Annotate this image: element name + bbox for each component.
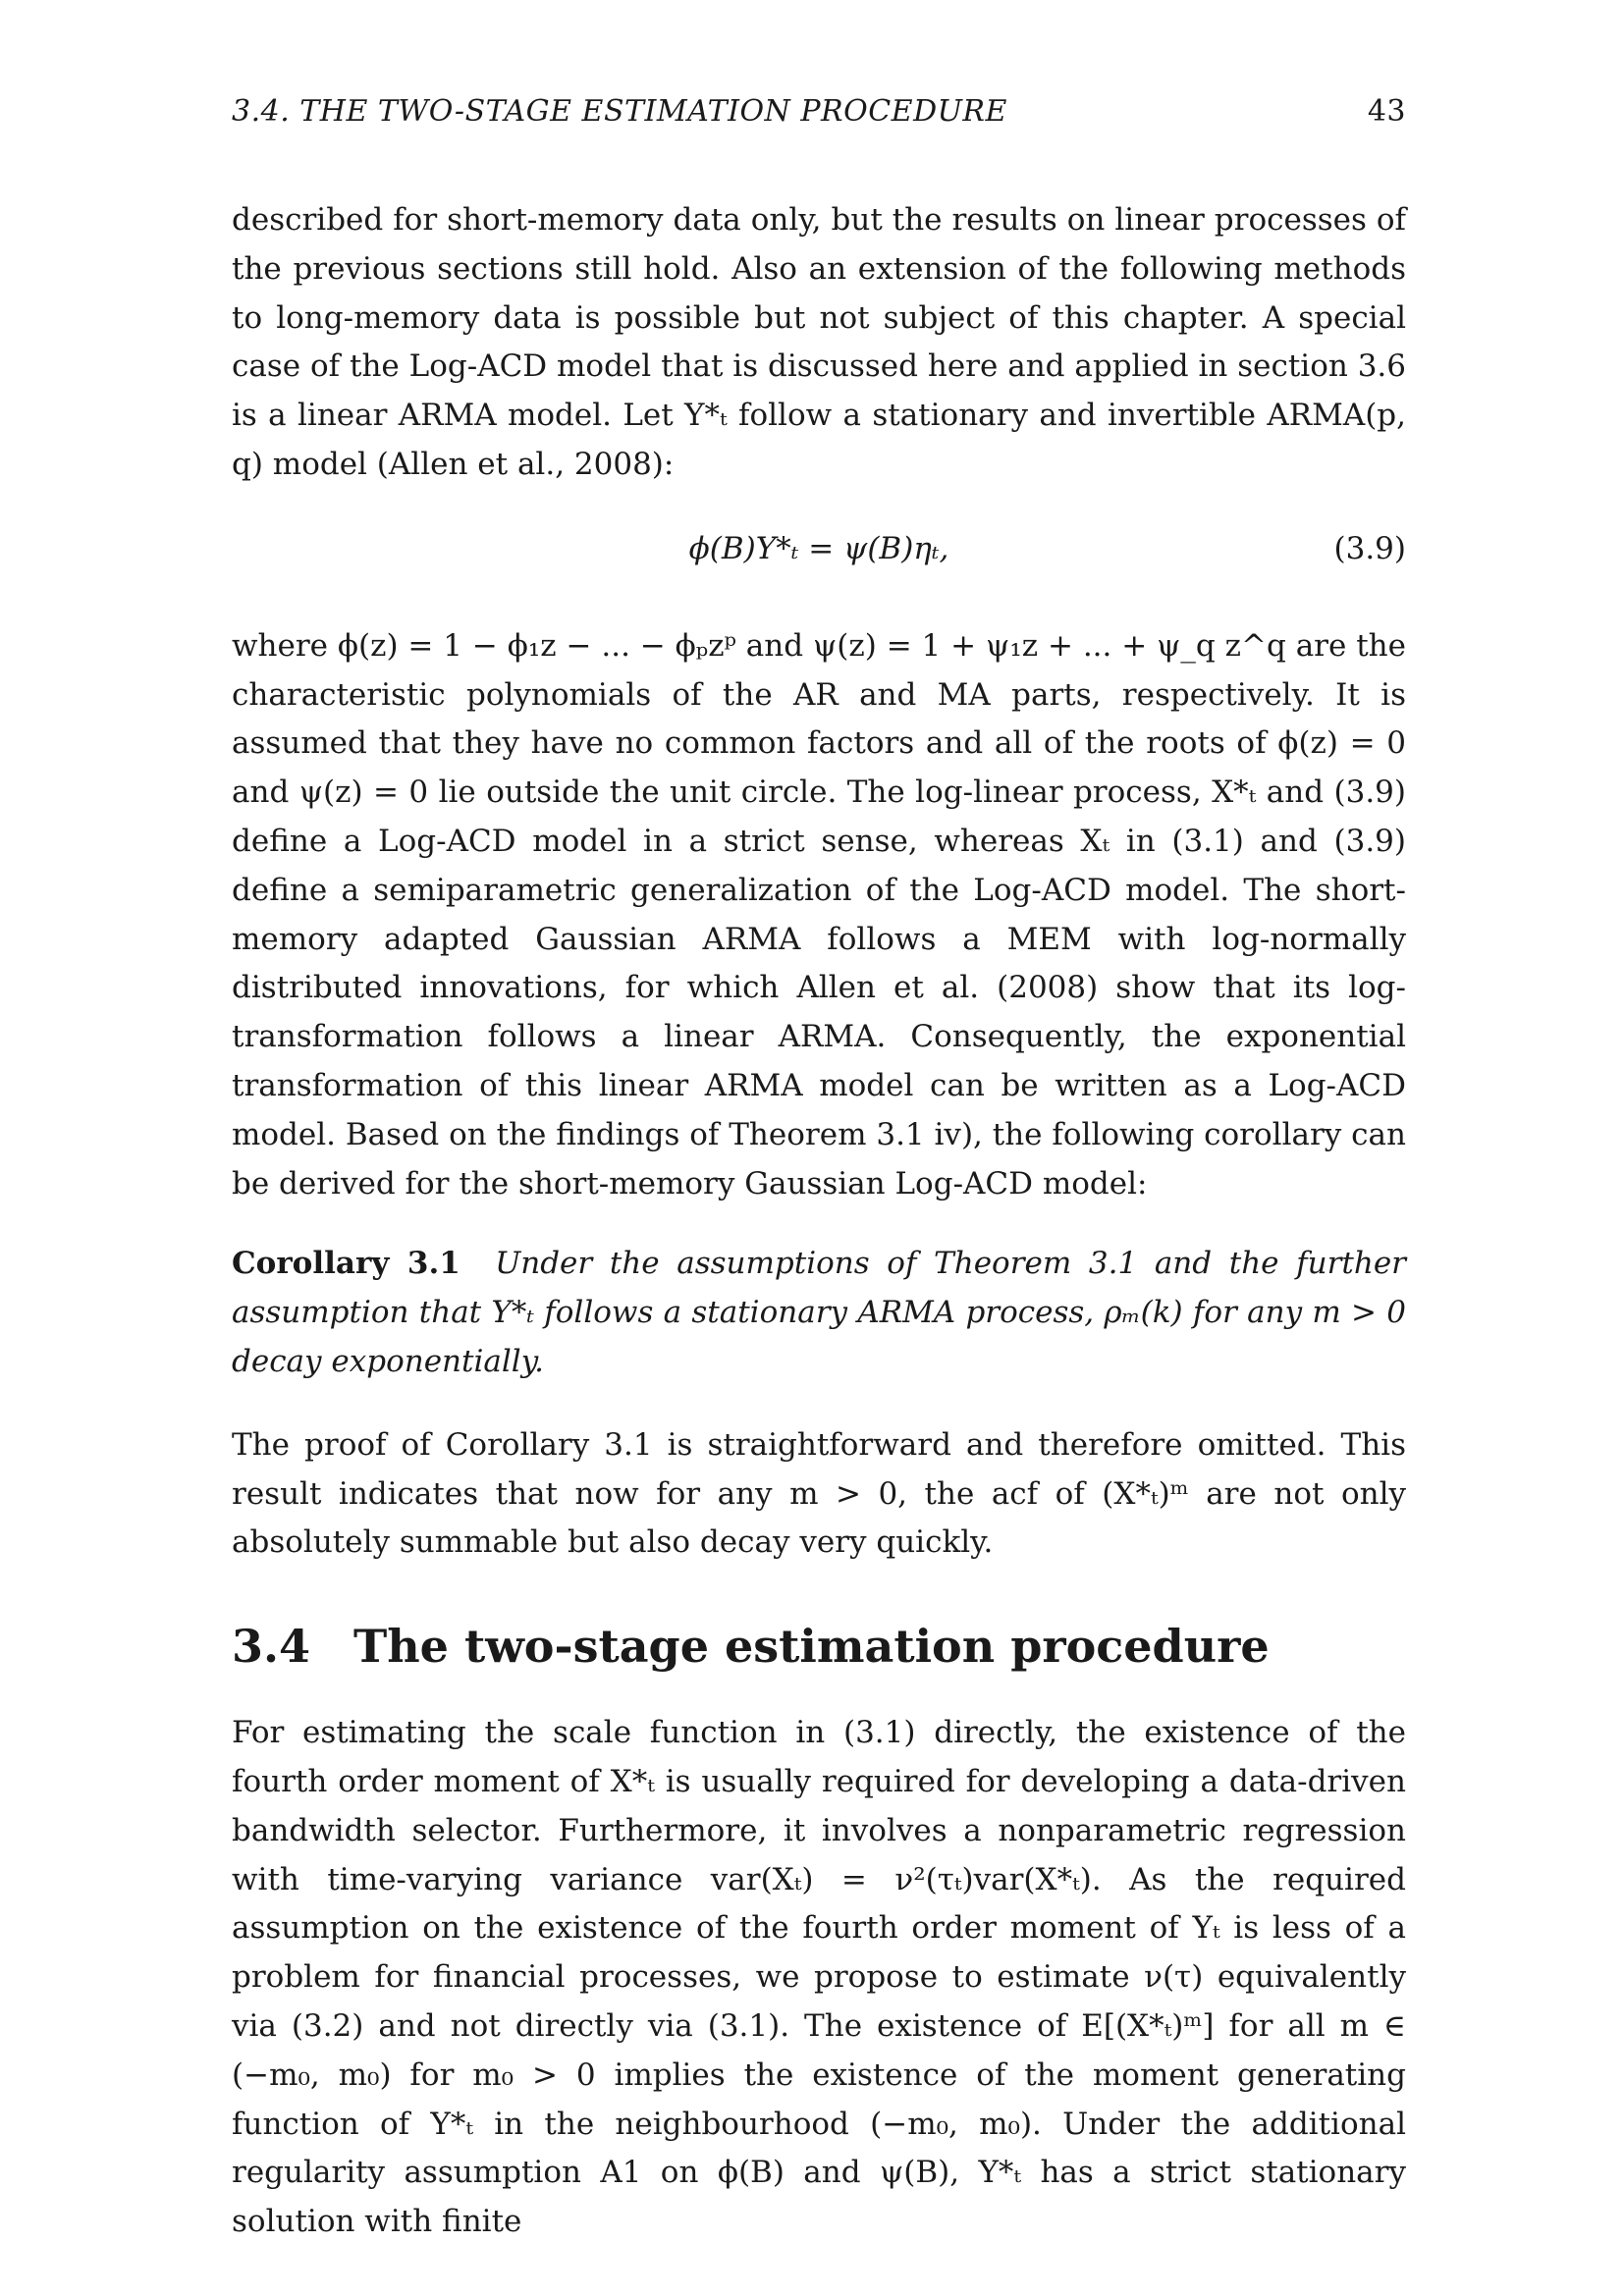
paragraph-polynomials: where ϕ(z) = 1 − ϕ₁z − ... − ϕₚzᵖ and ψ(z) = 1 + ψ₁z + ... + ψ_q z^q are the characteristic polynomials of the AR and MA parts, respectively. It is assumed that they have no common factors and all of the roots of ϕ(z) = 0 and ψ(z) = 0 lie outside the unit circle. The log-linear process, X*ₜ and (3.9) define a Log-ACD model in a strict sense, whereas Xₜ in (3.1) and (3.9) define a semiparametric generalization of the Log-ACD model. The short-memory adapted Gaussian ARMA follows a MEM with log-normally distributed innovations, for which Allen et al. (2008) show that its log-transformation follows a linear ARMA. Consequently, the exponential transformation of this linear ARMA model can be written as a Log-ACD model. Based on the findings of Theorem 3.1 iv), the following corollary can be derived for the short-memory Gaussian Log-ACD model: xyxy=(232,627,1406,1201)
equation-formula: ϕ(B)Y*ₜ = ψ(B)ηₜ, xyxy=(688,530,949,566)
equation-number: (3.9) xyxy=(1333,530,1406,566)
section-number: 3.4 xyxy=(232,1620,311,1674)
equation-3-9 xyxy=(232,531,1406,580)
paragraph-estimation: For estimating the scale function in (3.1) directly, the existence of the fourth order moment of X*ₜ is usually required for developing a data-driven bandwidth selector. Furthermore, it involves a nonparametric regression with time-varying variance var(Xₜ) = ν²(τₜ)var(X*ₜ). As the required assumption on the existence of the fourth order moment of Yₜ is less of a problem for financial processes, we propose to estimate ν(τ) equivalently via (3.2) and not directly via (3.1). The existence of E[(X*ₜ)ᵐ] for all m ∈ (−m₀, m₀) for m₀ > 0 implies the existence of the moment generating function of Y*ₜ in the neighbourhood (−m₀, m₀). Under the additional regularity assumption A1 on ϕ(B) and ψ(B), Y*ₜ has a strict stationary solution with finite xyxy=(232,1715,1406,2240)
section-heading xyxy=(232,1617,1406,1676)
page-number: 43 xyxy=(1367,94,1406,129)
paragraph-intro: described for short-memory data only, but the results on linear processes of the previous sections still hold. Also an extension of the following methods to long-memory data is possible but not subject of this chapter. A special case of the Log-ACD model that is discussed here and applied in section 3.6 is a linear ARMA model. Let Y*ₜ follow a stationary and invertible ARMA(p, q) model (Allen et al., 2008): xyxy=(232,202,1406,482)
running-title: 3.4. THE TWO-STAGE ESTIMATION PROCEDURE xyxy=(232,94,1007,129)
page-body xyxy=(232,196,1406,2247)
paragraph-proof: The proof of Corollary 3.1 is straightforward and therefore omitted. This result indicates that now for any m > 0, the acf of (X*ₜ)ᵐ are not only absolutely summable but also decay very quickly. xyxy=(232,1426,1406,1561)
running-head xyxy=(232,94,1406,133)
corollary-3-1 xyxy=(232,1240,1406,1386)
corollary-label: Corollary 3.1 xyxy=(232,1246,460,1282)
section-title: The two-stage estimation procedure xyxy=(353,1620,1270,1674)
corollary-text: Under the assumptions of Theorem 3.1 and the further assumption that Y*ₜ follows a stationary ARMA process, ρₘ(k) for any m > 0 decay exponentially. xyxy=(232,1246,1406,1379)
